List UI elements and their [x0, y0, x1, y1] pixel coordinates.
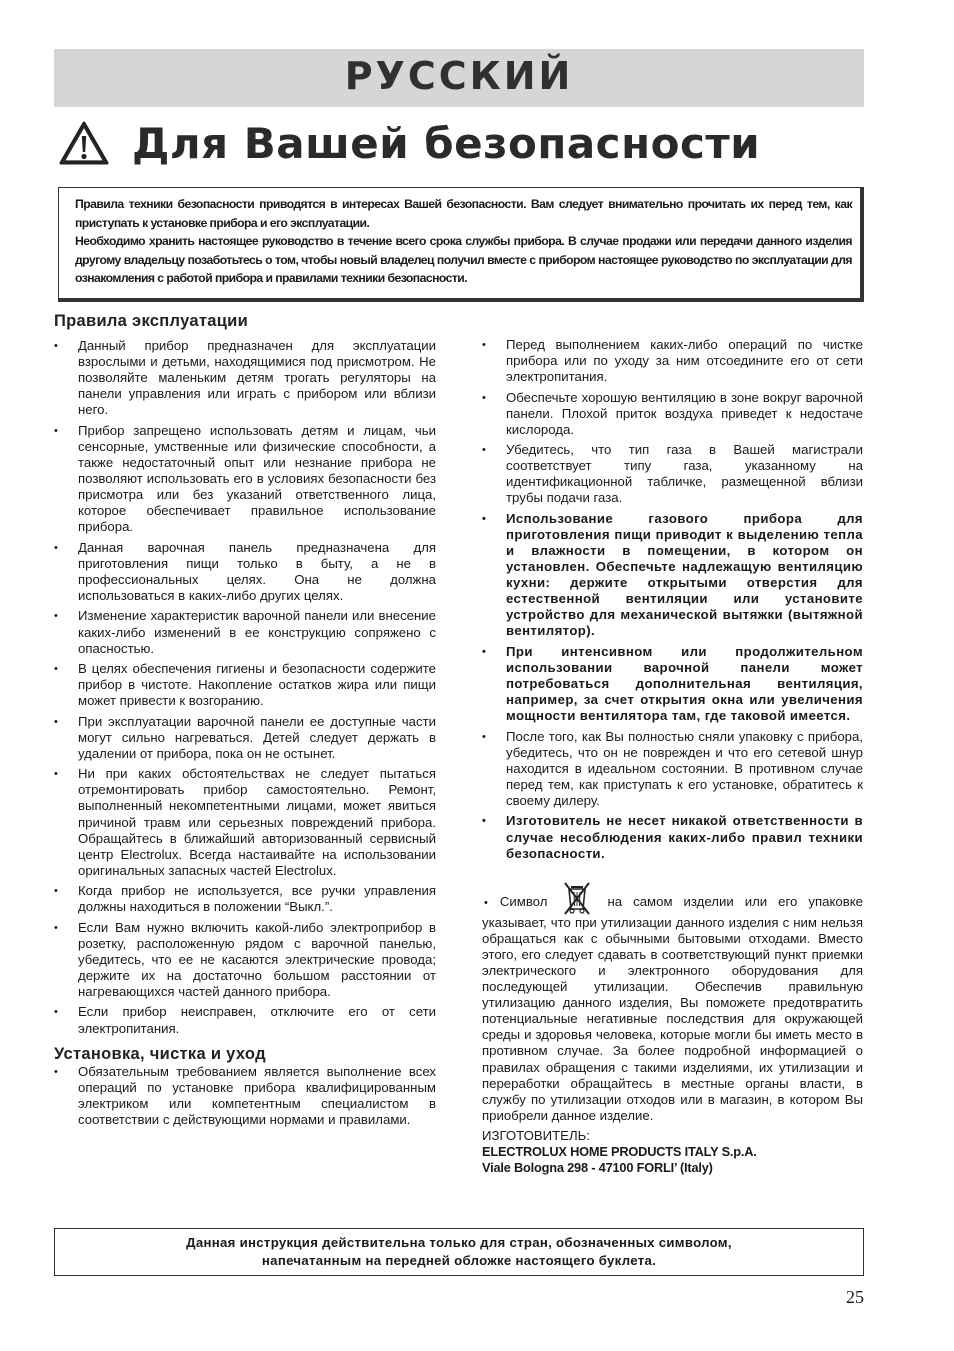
list-item	[54, 540, 436, 604]
bullet-icon: •	[54, 1065, 58, 1078]
list-item-emphasis	[482, 813, 863, 861]
right-column	[482, 337, 863, 1176]
list-item	[482, 729, 863, 809]
weee-symbol-word: Символ	[499, 893, 548, 909]
list-item	[54, 883, 436, 915]
list-item	[54, 661, 436, 709]
validity-notice-line-2: напечатанным на передней обложке настоящего буклета.	[261, 1253, 657, 1268]
bullet-icon: •	[482, 339, 486, 351]
list-item-emphasis	[482, 644, 863, 724]
list-item-text: Обязательным требованием является выполнение всех операций по установке прибора квалифицированным электриком или компетентным специалистом в соответствии с действующими нормами и правилами.	[78, 1063, 436, 1127]
list-item-text: Если прибор неисправен, отключите его от сети электропитания.	[78, 1004, 436, 1036]
warning-triangle-icon	[58, 120, 110, 166]
list-item-text: Убедитесь, что тип газа в Вашей магистрали соответствует типу газа, указанному на идентификационной табличке, размещенной вблизи трубы подачи газа.	[506, 442, 863, 506]
list-item-emphasis	[482, 511, 863, 640]
list-item-text: Прибор запрещено использовать детям и лицам, чьи сенсорные, умственные или физические способности, а также недостаточный опыт или незнание прибора не позволяют использовать его в условиях безопасности без присмотра или без указаний ответственного лица, которое обеспечивает правильное использование прибора.	[78, 422, 436, 535]
operation-heading: Правила эксплуатации	[54, 312, 249, 330]
list-item-text: После того, как Вы полностью сняли упаковку с прибора, убедитесь, что он не поврежден и что его сетевой шнур находится в идеальном состоянии. В противном случае перед тем, как приступать к его установке, обратитесь к своему дилеру.	[506, 728, 863, 809]
bullet-icon: •	[54, 541, 58, 554]
bullet-icon: •	[54, 921, 58, 934]
list-item	[482, 337, 863, 385]
safety-title-row	[58, 113, 858, 173]
crossed-bin-icon	[562, 881, 592, 915]
list-item-text: Перед выполнением каких-либо операций по чистке прибора или по уходу за ним отсоедините его от сети электропитания.	[506, 337, 863, 385]
installation-list	[54, 1064, 436, 1128]
list-item-text: Изготовитель не несет никакой ответственности в случае несоблюдения каких-либо правил техники безопасности.	[506, 813, 863, 861]
list-item	[54, 338, 436, 418]
list-item	[54, 1004, 436, 1036]
list-item-text: При эксплуатации варочной панели ее доступные части могут сильно нагреваться. Детей следует держать в удалении от прибора, пока он не остынет.	[78, 713, 436, 761]
bullet-icon: •	[482, 730, 486, 743]
bullet-icon: •	[482, 645, 487, 658]
list-item-text: Если Вам нужно включить какой-либо электроприбор в розетку, расположенную рядом с варочной панелью, убедитесь, что ее не касаются электрические провода; держите их на достаточно большом расстоянии от нагревающихся частей данного прибора.	[78, 919, 436, 1000]
bullet-icon: •	[482, 512, 487, 525]
list-item	[54, 1064, 436, 1128]
intro-notice-box	[58, 187, 864, 302]
intro-paragraph-1: Правила техники безопасности приводятся в интересах Вашей безопасности. Вам следует внимательно прочитать их перед тем, как приступать к установке прибора и его эксплуатации.	[75, 197, 852, 230]
bullet-icon: •	[482, 391, 486, 404]
list-item	[482, 442, 863, 506]
list-item-text: В целях обеспечения гигиены и безопасности содержите прибор в чистоте. Накопление остатков жира или пищи может привести к возгоранию.	[78, 661, 436, 709]
bullet-icon: •	[54, 768, 58, 781]
weee-text: на самом изделии или его упаковке указывает, что при утилизации данного изделия с ним нельзя обращаться как с обычными бытовыми отходами. Вместо этого, его следует сдавать в соответствующий пункт приемки электрического и электронного оборудования для последующей утилизации. Обеспечив правильную утилизацию данного изделия, Вы поможете предотвратить потенциальные негативные последствия для окружающей среды и здоровья человека, которые могли бы иметь место в противном случае. За более подробной информацией о правилах обращения с такими изделиями, их утилизации и переработки обращайтесь в местные органы власти, в службу по утилизации отходов или в магазин, в котором Вы приобрели данное изделие.	[482, 893, 863, 1123]
operation-list	[54, 338, 436, 1037]
bullet-icon: •	[54, 1006, 58, 1019]
validity-notice-box	[54, 1228, 864, 1276]
list-item-text: При интенсивном или продолжительном использовании варочной панели может потребоваться дополнительная вентиляция, например, за счет открытия окна или увеличения мощности вентилятора там, где таковой имеется.	[506, 643, 863, 724]
manufacturer-address: Viale Bologna 298 - 47100 FORLI’ (Italy)	[482, 1160, 713, 1176]
list-item-text: Когда прибор не используется, все ручки управления должны находиться в положении “Выкл.”.	[78, 883, 436, 915]
bullet-icon: •	[54, 424, 58, 437]
left-column	[54, 313, 436, 1132]
validity-notice-line-1: Данная инструкция действительна только для стран, обозначенных символом,	[186, 1235, 732, 1250]
bullet-icon: •	[54, 610, 58, 623]
bullet-icon: •	[482, 444, 486, 457]
page-title: Для Вашей безопасности	[132, 118, 761, 168]
installation-heading: Установка, чистка и уход	[54, 1044, 266, 1063]
manufacturer-name: ELECTROLUX HOME PRODUCTS ITALY S.p.A.	[482, 1144, 757, 1159]
list-item-text: Данный прибор предназначен для эксплуатации взрослыми и детьми, находящимися под присмотром. Не позволяйте маленьким детям трогать регуляторы на панели управления или играть с прибором или вблизи него.	[78, 338, 436, 418]
list-item	[54, 766, 436, 879]
list-item-text: Использование газового прибора для приготовления пищи приводит к выделению тепла и влажности в помещении, в котором он установлен. Обеспечьте надлежащую вентиляцию кухни: держите открытыми отверстия для естественной вентиляции или установите устройство для механической вытяжки (вытяжной вентилятор).	[506, 510, 863, 639]
list-item	[54, 920, 436, 1000]
bullet-icon: •	[54, 885, 58, 898]
list-item-text: Данная варочная панель предназначена для приготовления пищи только в быту, а не в профессиональных целях. Она не должна использоваться в каких-либо других целях.	[78, 539, 436, 604]
page-number: 25	[846, 1287, 864, 1307]
list-item	[54, 714, 436, 762]
list-item	[482, 390, 863, 438]
bullet-icon: •	[54, 715, 58, 728]
bullet-icon: •	[54, 663, 58, 676]
intro-paragraph-2: Необходимо хранить настоящее руководство в течение всего срока службы прибора. В случае продажи или передачи данного изделия другому владельцу позаботьтесь о том, чтобы новый владелец получил вместе с прибором настоящее руководство по эксплуатации для ознакомления с работой прибора и правилами техники безопасности.	[75, 234, 852, 285]
list-item	[54, 423, 436, 536]
list-item-text: Ни при каких обстоятельствах не следует пытаться отремонтировать прибор самостоятельно. Ремонт, выполненный некомпетентными лицами, может явиться причиной травм или серьезных повреждений прибора. Обращайтесь в ближайший авторизованный сервисный центр Electrolux. Всегда настаивайте на использовании оригинальных запасных частей Electrolux.	[78, 766, 436, 878]
safety-list	[482, 337, 863, 862]
bullet-icon: •	[54, 340, 58, 353]
language-title: РУССКИЙ	[344, 54, 574, 98]
bullet-icon: •	[482, 815, 487, 828]
list-item-text: Обеспечьте хорошую вентиляцию в зоне вокруг варочной панели. Плохой приток воздуха приведет к недостаче кислорода.	[506, 389, 863, 437]
list-item	[54, 608, 436, 656]
language-header-bar	[54, 49, 864, 107]
weee-disposal-notice	[482, 881, 863, 1124]
bullet-icon: •	[484, 896, 488, 909]
list-item-text: Изменение характеристик варочной панели или внесение каких-либо изменений в ее конструкцию сопряжено с опасностью.	[78, 608, 436, 656]
manufacturer-label: ИЗГОТОВИТЕЛЬ:	[482, 1127, 590, 1143]
